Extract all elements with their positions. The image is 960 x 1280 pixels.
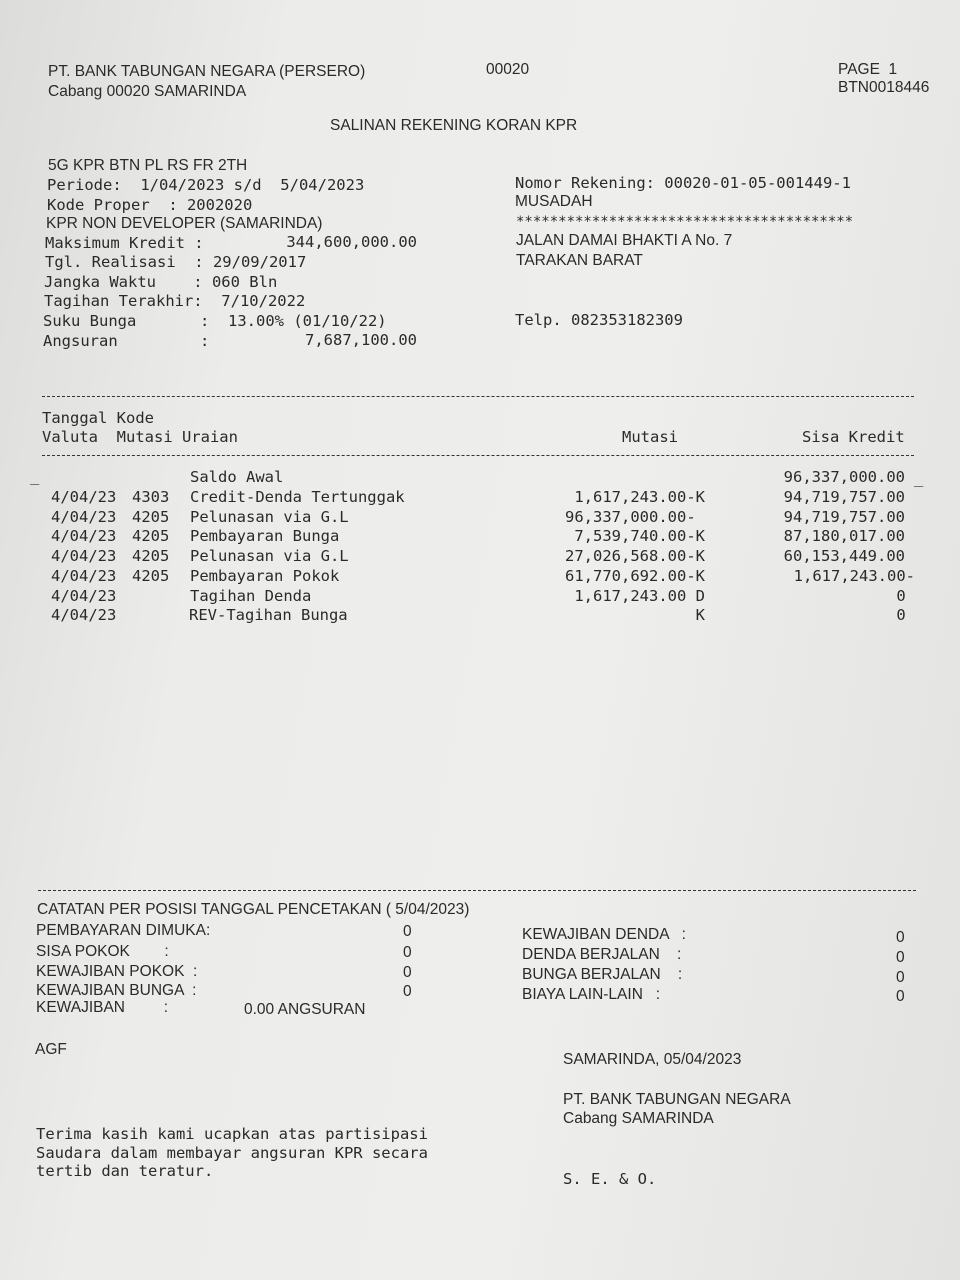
row-code: 4205 <box>132 508 170 526</box>
kewajiban-label: KEWAJIBAN : <box>36 999 169 1016</box>
row-description: Pembayaran Bunga <box>190 527 340 545</box>
account-number: Nomor Rekening: 00020-01-05-001449-1 <box>515 174 851 192</box>
row-mutasi: K <box>695 606 705 624</box>
kpr-type: KPR NON DEVELOPER (SAMARINDA) <box>46 215 323 232</box>
row-date: 4/04/23 <box>51 587 117 605</box>
row-mutasi: 27,026,568.00-K <box>565 547 705 565</box>
row-mutasi: 96,337,000.00- <box>565 508 705 526</box>
interest-rate-label: Suku Bunga <box>43 312 137 330</box>
table-top-divider <box>42 396 914 397</box>
row-code: 4303 <box>132 488 170 506</box>
page-number: PAGE 1 <box>838 61 898 78</box>
operator-code: AGF <box>35 1041 67 1058</box>
interest-rate-value: : 13.00% (01/10/22) <box>200 312 387 330</box>
summary-right-label: KEWAJIBAN DENDA : <box>522 926 686 943</box>
summary-right-value: 0 <box>896 929 905 946</box>
document-number: BTN0018446 <box>838 79 930 96</box>
customer-name: MUSADAH <box>515 193 593 210</box>
row-marker-left: _ <box>30 467 40 485</box>
row-date: 4/04/23 <box>51 547 117 565</box>
row-marker-right: _ <box>914 469 924 487</box>
summary-divider <box>38 890 916 891</box>
row-sisa-kredit: 94,719,757.00 <box>783 488 905 506</box>
last-bill: Tagihan Terakhir: 7/10/2022 <box>44 292 306 310</box>
row-sisa-kredit: 1,617,243.00- <box>793 567 915 585</box>
row-code: 4205 <box>132 527 170 545</box>
summary-left-value: 0 <box>403 983 412 1000</box>
row-description: Pelunasan via G.L <box>190 508 349 526</box>
row-description: Pembayaran Pokok <box>190 567 340 585</box>
table-header-line-2: Valuta Mutasi Uraian <box>42 428 238 446</box>
max-credit-label: Maksimum Kredit : <box>45 234 204 252</box>
row-description: Pelunasan via G.L <box>190 547 349 565</box>
row-description: Credit-Denda Tertunggak <box>190 488 405 506</box>
row-description: REV-Tagihan Bunga <box>189 606 348 624</box>
row-date: 4/04/23 <box>51 527 117 545</box>
summary-left-label: PEMBAYARAN DIMUKA: <box>36 922 211 939</box>
installment-value: 7,687,100.00 <box>305 331 417 349</box>
table-header-divider <box>42 455 914 456</box>
row-sisa-kredit: 60,153,449.00 <box>783 547 905 565</box>
row-date: 4/04/23 <box>51 508 117 526</box>
summary-left-label: SISA POKOK : <box>36 943 169 960</box>
branch-code: 00020 <box>486 61 530 78</box>
summary-right-label: BIAYA LAIN-LAIN : <box>522 986 661 1003</box>
thanks-line-1: Terima kasih kami ucapkan atas partisipasi <box>36 1125 428 1143</box>
row-mutasi: 7,539,740.00-K <box>574 527 705 545</box>
row-description: Tagihan Denda <box>190 587 312 605</box>
summary-left-value: 0 <box>403 964 412 981</box>
row-mutasi: 1,617,243.00 D <box>574 587 705 605</box>
summary-title: CATATAN PER POSISI TANGGAL PENCETAKAN ( 5/04/2023) <box>37 901 470 918</box>
row-mutasi: 1,617,243.00-K <box>574 488 705 506</box>
row-date: 4/04/23 <box>51 488 117 506</box>
summary-right-label: BUNGA BERJALAN : <box>522 966 683 983</box>
place-date: SAMARINDA, 05/04/2023 <box>563 1051 742 1068</box>
summary-right-value: 0 <box>896 969 905 986</box>
customer-phone: Telp. 082353182309 <box>515 311 683 329</box>
address-line-2: TARAKAN BARAT <box>516 252 643 269</box>
summary-left-label: KEWAJIBAN BUNGA : <box>36 982 197 999</box>
thanks-line-3: tertib dan teratur. <box>36 1162 214 1180</box>
max-credit-value: 344,600,000.00 <box>286 233 417 251</box>
installment-colon: : <box>200 332 210 350</box>
summary-right-label: DENDA BERJALAN : <box>522 946 682 963</box>
page-title: SALINAN REKENING KORAN KPR <box>330 117 578 134</box>
row-mutasi: 61,770,692.00-K <box>565 567 705 585</box>
summary-right-value: 0 <box>896 988 905 1005</box>
signer-bank: PT. BANK TABUNGAN NEGARA <box>563 1091 791 1108</box>
realization-date: Tgl. Realisasi : 29/09/2017 <box>45 253 307 271</box>
summary-left-value: 0 <box>403 923 412 940</box>
row-sisa-kredit: 0 <box>896 587 915 605</box>
branch-name: Cabang 00020 SAMARINDA <box>48 83 247 100</box>
row-sisa-kredit: 87,180,017.00 <box>783 527 905 545</box>
kewajiban-value: 0.00 ANGSURAN <box>244 1001 366 1018</box>
row-code: 4205 <box>132 547 170 565</box>
column-sisa-kredit: Sisa Kredit <box>802 428 905 446</box>
table-header-line-1: Tanggal Kode <box>42 409 154 427</box>
loan-term: Jangka Waktu : 060 Bln <box>44 273 278 291</box>
masked-field: **************************************** <box>516 214 854 230</box>
row-code: 4205 <box>132 567 170 585</box>
summary-left-label: KEWAJIBAN POKOK : <box>36 963 198 980</box>
signer-branch: Cabang SAMARINDA <box>563 1110 714 1127</box>
period: Periode: 1/04/2023 s/d 5/04/2023 <box>47 176 365 194</box>
row-date: 4/04/23 <box>51 606 117 624</box>
product-name: 5G KPR BTN PL RS FR 2TH <box>48 157 248 174</box>
row-date: 4/04/23 <box>51 567 117 585</box>
bank-name: PT. BANK TABUNGAN NEGARA (PERSERO) <box>48 63 366 80</box>
row-sisa-kredit: 0 <box>896 606 915 624</box>
summary-right-value: 0 <box>896 949 905 966</box>
installment-label: Angsuran <box>43 332 118 350</box>
row-description: Saldo Awal <box>190 468 284 486</box>
column-mutasi: Mutasi <box>622 428 678 446</box>
row-sisa-kredit: 96,337,000.00 <box>783 468 905 486</box>
address-line-1: JALAN DAMAI BHAKTI A No. 7 <box>516 232 733 249</box>
errors-omissions-note: S. E. & O. <box>563 1170 657 1188</box>
row-sisa-kredit: 94,719,757.00 <box>783 508 905 526</box>
kode-proper: Kode Proper : 2002020 <box>47 196 253 214</box>
summary-left-value: 0 <box>403 944 412 961</box>
thanks-line-2: Saudara dalam membayar angsuran KPR secara <box>36 1144 428 1162</box>
